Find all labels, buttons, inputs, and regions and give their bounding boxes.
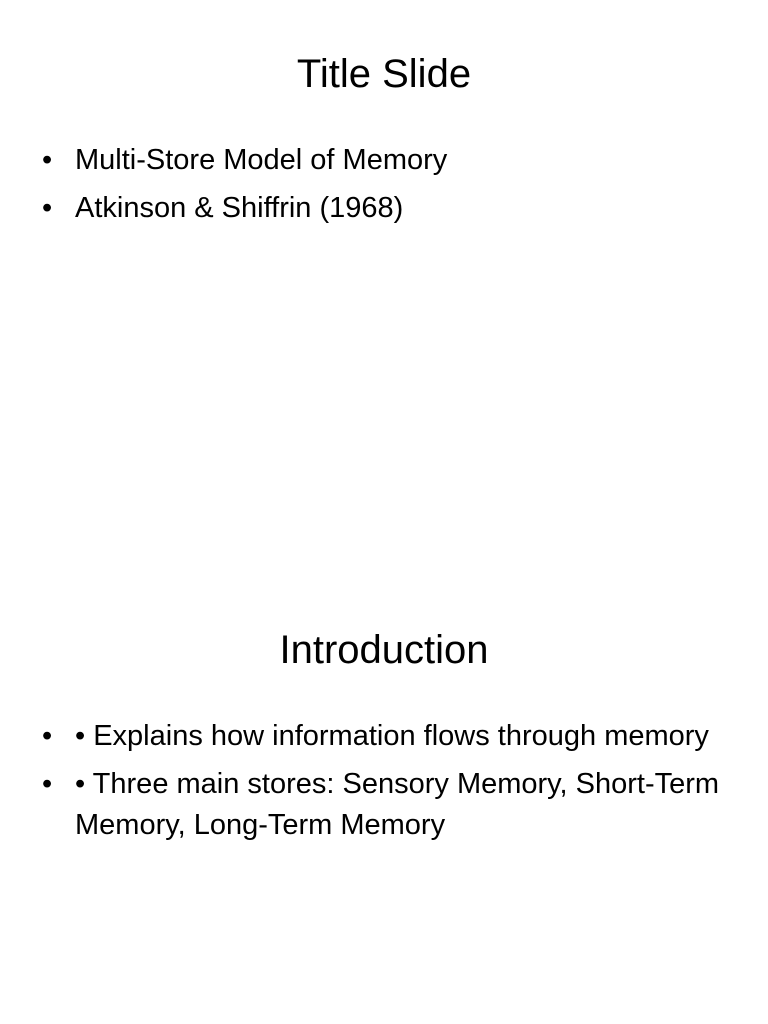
bullet-list (42, 716, 722, 853)
bullet-item (42, 716, 722, 757)
bullet-item (42, 764, 722, 846)
slide-title: Title Slide (296, 52, 472, 96)
bullet-text: Multi-Store Model of Memory (75, 144, 448, 176)
bullet-text: Atkinson & Shiffrin (1968) (75, 192, 404, 224)
bullet-list (42, 140, 722, 236)
bullet-icon: • (42, 768, 53, 800)
bullet-icon: • (42, 192, 53, 224)
slide-title: Introduction (279, 628, 489, 672)
bullet-item (42, 140, 722, 181)
bullet-icon: • (42, 720, 53, 752)
bullet-item (42, 188, 722, 229)
bullet-text: • Three main stores: Sensory Memory, Short-Term Memory, Long-Term Memory (75, 768, 720, 841)
bullet-icon: • (42, 144, 53, 176)
bullet-text: • Explains how information flows through memory (75, 720, 709, 752)
slide-introduction (0, 576, 768, 1024)
